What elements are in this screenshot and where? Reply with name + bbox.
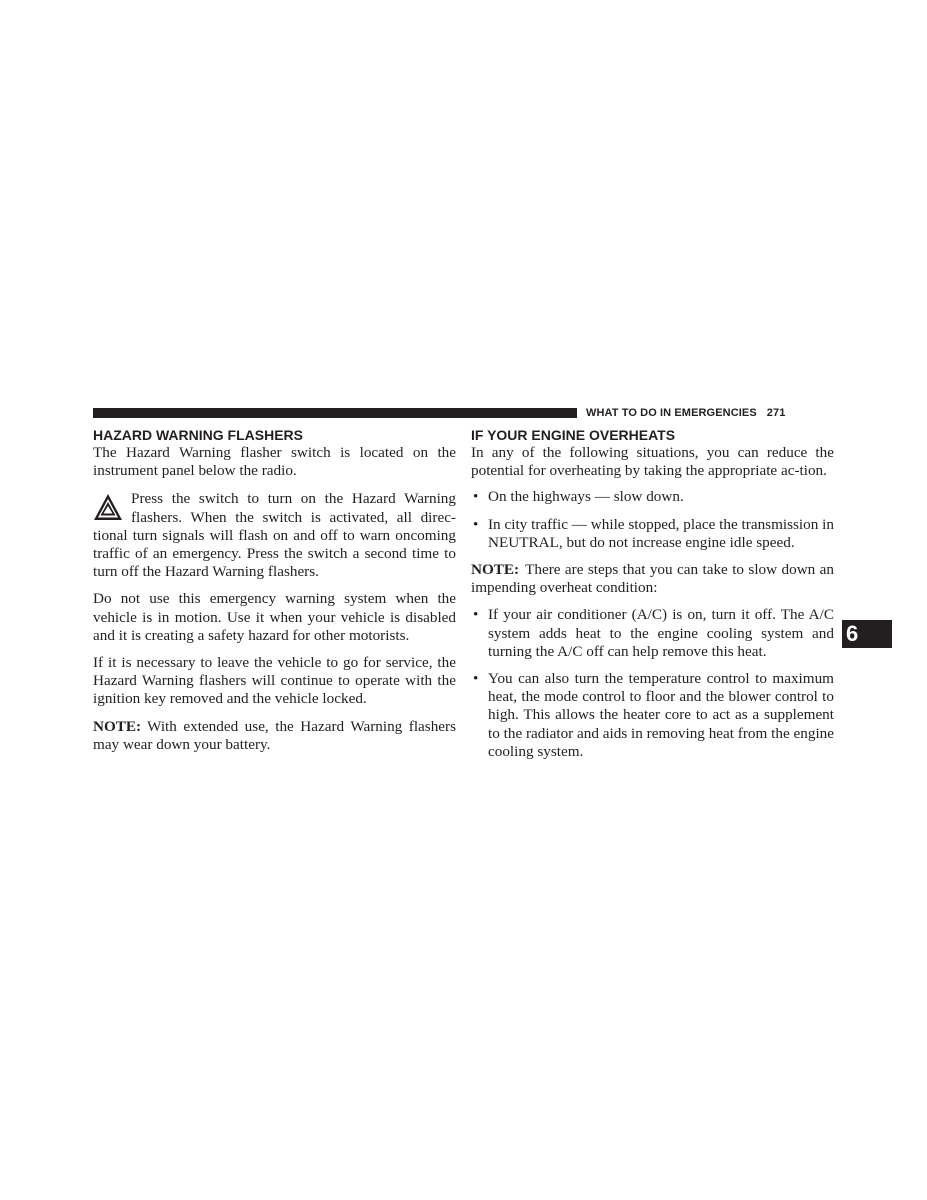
overheat-heading: IF YOUR ENGINE OVERHEATS — [471, 427, 676, 443]
hazard-motion-paragraph: Do not use this emergency warning system when the vehicle is in motion. Use it when your vehicle is disabled and it is creating a safety hazard for other motorists. — [93, 590, 456, 644]
page-number: 271 — [766, 407, 786, 419]
hazard-intro: The Hazard Warning flasher switch is located on the instrument panel below the radio. — [93, 444, 456, 480]
overheat-intro: In any of the following situations, you can reduce the potential for overheating by taking the appropriate ac-tion. — [471, 444, 834, 480]
bullet: • — [473, 606, 479, 624]
bullet: • — [473, 488, 479, 506]
hazard-service-paragraph: If it is necessary to leave the vehicle to go for service, the Hazard Warning flashers will continue to operate with the ignition key removed and the vehicle locked. — [93, 654, 456, 708]
note-label: NOTE: — [93, 717, 142, 735]
bullet: • — [473, 670, 479, 688]
note-text: With extended use, the Hazard Warning flashers may wear down your battery. — [93, 717, 456, 753]
section-title: WHAT TO DO IN EMERGENCIES — [586, 407, 757, 419]
warning-triangle-icon — [93, 493, 123, 521]
overheat-note — [471, 561, 834, 597]
bullet: • — [473, 515, 479, 533]
hazard-heading: HAZARD WARNING FLASHERS — [93, 427, 303, 443]
situation-list — [471, 488, 834, 552]
list-item: • In city traffic — while stopped, place the transmission in NEUTRAL, but do not increase engine idle speed. — [473, 515, 834, 551]
warning-block — [93, 490, 456, 581]
list-item: • On the highways — slow down. — [473, 488, 684, 506]
note-text: There are steps that you can take to slow down an impending overheat condition: — [471, 561, 834, 597]
steps-list — [471, 606, 834, 761]
list-item: • If your air conditioner (A/C) is on, turn it off. The A/C system adds heat to the engine cooling system and turning the A/C off can help remove this heat. — [473, 606, 834, 660]
chapter-tab: 6 — [842, 620, 892, 648]
warning-text: Press the switch to turn on the Hazard Warning flashers. When the switch is activated, all direc-tional turn signals will flash on and off to warn oncoming traffic of an emergency. Press the switch a second time to turn off the Hazard Warning flashers. — [93, 490, 456, 581]
header-rule — [93, 408, 577, 418]
note-label: NOTE: — [471, 561, 520, 579]
right-column — [471, 426, 834, 770]
hazard-note — [93, 718, 456, 754]
left-column — [93, 426, 456, 763]
running-header — [586, 405, 785, 421]
list-item: • You can also turn the temperature control to maximum heat, the mode control to floor and the blower control to high. This allows the heater core to act as a supplement to the radiator and aids in removing heat from the engine cooling system. — [473, 670, 834, 760]
